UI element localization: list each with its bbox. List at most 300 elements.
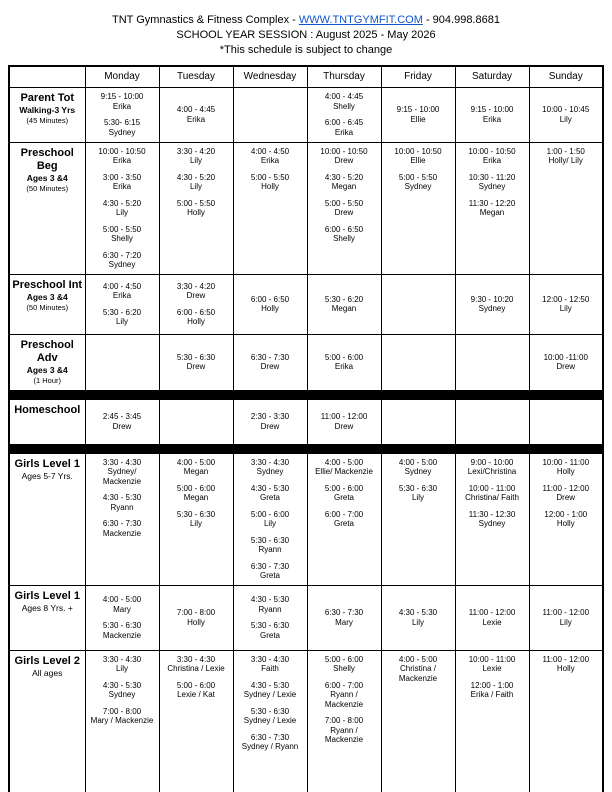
class-entry <box>89 251 156 270</box>
entry-time: 2:30 - 3:30 <box>250 412 290 421</box>
class-row <box>9 399 603 444</box>
entry-coach: Ryann <box>258 604 282 614</box>
entry-time: 4:30 - 5:20 <box>324 172 364 182</box>
row-label <box>9 142 85 274</box>
entry-coach: Drew <box>260 421 280 431</box>
class-ages: Walking-3 Yrs <box>19 104 76 115</box>
schedule-cell <box>307 87 381 142</box>
entry-time: 10:00 -11:00 <box>543 352 588 362</box>
class-duration: (50 Minutes) <box>26 302 69 312</box>
class-entry <box>385 147 452 166</box>
entry-coach: Erika <box>334 127 354 137</box>
schedule-table <box>8 65 604 792</box>
class-entry <box>385 173 452 192</box>
entry-coach: Faith <box>261 664 279 673</box>
entry-time: 10:30 - 11:20 <box>468 172 516 182</box>
row-label <box>9 650 85 792</box>
class-name: Girls Level 1 <box>14 457 80 470</box>
class-entry <box>311 353 378 372</box>
entry-coach: Lily <box>559 114 572 124</box>
class-entry <box>89 92 156 111</box>
entry-coach: Lexie <box>482 664 502 673</box>
entry-time: 10:00 - 11:00 <box>468 654 516 664</box>
class-entry <box>311 225 378 244</box>
entry-coach: Drew <box>186 291 206 300</box>
class-entry <box>459 608 526 627</box>
entry-time: 5:00 - 5:50 <box>102 224 142 234</box>
schedule-cell <box>85 585 159 650</box>
entry-time: 7:00 - 8:00 <box>176 608 216 617</box>
class-entry <box>385 655 452 684</box>
entry-coach: Holly <box>261 182 279 191</box>
entry-coach: Drew <box>334 208 354 217</box>
day-header: Thursday <box>307 66 381 87</box>
entry-time: 6:30 - 7:30 <box>250 561 290 571</box>
entry-coach: Holly/ Lily <box>548 156 583 165</box>
schedule-cell <box>307 650 381 792</box>
class-row <box>9 453 603 585</box>
entry-coach: Sydney/ Mackenzie <box>102 467 142 486</box>
schedule-cell <box>455 334 529 390</box>
entry-coach: Christina/ Faith <box>465 493 519 502</box>
entry-coach: Mary <box>113 604 131 614</box>
class-entry <box>89 655 156 674</box>
session-line: SCHOOL YEAR SESSION : August 2025 - May 2026 <box>176 29 436 41</box>
class-entry <box>385 105 452 124</box>
entry-time: 6:30 - 7:30 <box>324 608 364 617</box>
schedule-cell <box>159 87 233 142</box>
class-entry <box>237 295 304 314</box>
class-entry <box>237 621 304 640</box>
entry-coach: Lily <box>115 664 128 673</box>
schedule-cell <box>85 274 159 334</box>
class-entry <box>89 519 156 538</box>
entry-time: 4:00 - 5:00 <box>398 457 438 467</box>
class-entry <box>459 295 526 314</box>
schedule-cell <box>233 87 307 142</box>
entry-time: 5:00 - 6:00 <box>176 680 216 690</box>
entry-coach: Greta <box>259 493 280 502</box>
entry-time: 5:30- 6:15 <box>103 118 141 127</box>
entry-coach: Megan <box>331 304 357 313</box>
class-entry <box>89 147 156 166</box>
entry-coach: Greta <box>259 630 280 640</box>
schedule-cell <box>381 274 455 334</box>
day-header: Sunday <box>529 66 603 87</box>
class-entry <box>311 510 378 529</box>
entry-coach: Mary / Mackenzie <box>90 716 154 725</box>
entry-time: 12:00 - 1:00 <box>544 509 588 519</box>
entry-time: 10:00 - 10:45 <box>542 105 590 114</box>
class-ages: Ages 8 Yrs. + <box>21 602 73 613</box>
entry-coach: Ryann <box>110 502 134 512</box>
class-entry <box>237 707 304 726</box>
entry-time: 4:00 - 5:00 <box>102 595 142 604</box>
entry-time: 9:00 - 10:00 <box>470 457 514 467</box>
schedule-cell <box>381 142 455 274</box>
entry-time: 9:30 - 10:20 <box>470 294 514 304</box>
class-entry <box>311 655 378 674</box>
class-entry <box>237 484 304 503</box>
entry-coach: Ryann <box>258 545 282 554</box>
schedule-cell <box>529 142 603 274</box>
class-entry <box>163 655 230 674</box>
class-entry <box>311 608 378 627</box>
entry-time: 4:30 - 5:20 <box>176 172 216 182</box>
entry-coach: Shelly <box>333 101 355 111</box>
class-entry <box>163 308 230 327</box>
class-ages: Ages 3 &4 <box>26 291 68 302</box>
schedule-cell <box>529 650 603 792</box>
entry-time: 9:15 - 10:00 <box>396 105 440 114</box>
entry-coach: Ellie/ Mackenzie <box>315 467 373 476</box>
entry-coach: Ryann / Mackenzie <box>324 725 364 744</box>
class-entry <box>163 353 230 372</box>
entry-time: 4:30 - 5:30 <box>102 493 142 502</box>
entry-coach: Shelly <box>111 234 133 243</box>
entry-time: 5:00 - 5:50 <box>250 172 290 182</box>
class-entry <box>89 173 156 192</box>
entry-time: 5:00 - 5:50 <box>398 172 438 182</box>
class-entry <box>237 562 304 581</box>
row-label <box>9 399 85 444</box>
class-entry <box>89 282 156 301</box>
entry-time: 4:00 - 5:00 <box>398 654 438 664</box>
class-entry <box>459 510 526 529</box>
class-entry <box>89 681 156 700</box>
website-link[interactable]: WWW.TNTGYMFIT.COM <box>298 14 423 26</box>
schedule-note: *This schedule is subject to change <box>219 44 393 56</box>
class-entry <box>237 536 304 555</box>
schedule-cell <box>233 453 307 585</box>
class-row <box>9 650 603 792</box>
schedule-cell <box>233 142 307 274</box>
entry-time: 7:00 - 8:00 <box>102 706 142 716</box>
entry-time: 4:00 - 4:50 <box>102 281 142 291</box>
schedule-cell <box>455 453 529 585</box>
class-duration: (45 Minutes) <box>26 115 69 125</box>
schedule-cell <box>159 334 233 390</box>
class-entry <box>237 147 304 166</box>
class-row <box>9 142 603 274</box>
class-ages: Ages 3 &4 <box>26 172 68 183</box>
class-entry <box>459 458 526 477</box>
class-entry <box>163 147 230 166</box>
entry-coach: Lily <box>115 208 128 217</box>
entry-coach: Drew <box>334 421 354 431</box>
entry-coach: Erika <box>186 114 206 124</box>
entry-time: 1:00 - 1:50 <box>546 146 585 156</box>
entry-coach: Holly <box>261 304 279 313</box>
class-name: Parent Tot <box>20 91 75 104</box>
entry-coach: Erika <box>334 362 354 371</box>
schedule-cell <box>159 274 233 334</box>
entry-coach: Erika <box>482 156 502 165</box>
schedule-cell <box>159 650 233 792</box>
entry-coach: Sydney <box>478 182 506 191</box>
entry-coach: Ellie <box>410 156 426 165</box>
schedule-cell <box>529 334 603 390</box>
class-entry <box>237 681 304 700</box>
entry-coach: Lexie / Kat <box>177 690 215 699</box>
entry-time: 3:30 - 4:30 <box>102 654 142 664</box>
class-ages: Ages 5-7 Yrs. <box>21 470 73 481</box>
entry-time: 11:30 - 12:30 <box>468 509 516 519</box>
schedule-cell <box>381 87 455 142</box>
entry-time: 4:30 - 5:30 <box>102 680 142 690</box>
schedule-cell <box>381 453 455 585</box>
entry-coach: Sydney <box>256 467 284 476</box>
schedule-cell <box>233 334 307 390</box>
entry-time: 10:00 - 10:50 <box>320 146 368 156</box>
schedule-cell <box>455 274 529 334</box>
class-entry <box>311 295 378 314</box>
class-name: Preschool Int <box>12 278 83 291</box>
schedule-cell <box>529 453 603 585</box>
class-entry <box>311 199 378 218</box>
class-name: Preschool Adv <box>20 338 74 364</box>
entry-coach: Erika <box>112 156 132 165</box>
entry-time: 11:00 - 12:00 <box>542 608 590 617</box>
entry-coach: Shelly <box>333 234 355 243</box>
section-separator <box>9 390 603 399</box>
entry-time: 4:00 - 4:45 <box>176 105 216 114</box>
entry-time: 5:30 - 6:30 <box>250 621 290 630</box>
entry-time: 4:30 - 5:30 <box>398 608 438 617</box>
entry-time: 6:00 - 6:50 <box>250 294 290 304</box>
class-ages: Ages 3 &4 <box>26 364 68 375</box>
entry-time: 5:30 - 6:30 <box>250 706 290 716</box>
schedule-cell <box>85 399 159 444</box>
row-label <box>9 87 85 142</box>
schedule-cell <box>307 453 381 585</box>
entry-coach: Mary <box>335 617 353 627</box>
schedule-cell <box>233 399 307 444</box>
schedule-cell <box>307 585 381 650</box>
class-entry <box>89 118 156 137</box>
entry-time: 10:00 - 10:50 <box>394 146 442 156</box>
entry-time: 5:30 - 6:30 <box>176 352 216 362</box>
entry-coach: Holly <box>556 467 575 476</box>
entry-coach: Holly <box>187 317 205 326</box>
class-entry <box>311 458 378 477</box>
entry-time: 6:00 - 6:50 <box>176 307 216 317</box>
entry-time: 3:30 - 4:30 <box>102 457 142 467</box>
class-entry <box>385 484 452 503</box>
entry-coach: Ellie <box>410 114 426 124</box>
class-duration: (1 Hour) <box>33 375 61 385</box>
entry-coach: Lily <box>559 617 572 627</box>
entry-coach: Christina / Mackenzie <box>398 664 438 683</box>
schedule-cell <box>159 142 233 274</box>
entry-coach: Christina / Lexie <box>167 664 225 673</box>
entry-time: 3:30 - 4:30 <box>176 654 216 664</box>
row-label <box>9 334 85 390</box>
entry-time: 5:30 - 6:30 <box>250 535 290 545</box>
entry-coach: Sydney <box>108 260 136 269</box>
class-entry <box>311 681 378 710</box>
entry-time: 5:00 - 5:50 <box>324 198 364 208</box>
entry-coach: Holly <box>556 519 575 528</box>
class-entry <box>533 147 600 166</box>
class-row <box>9 585 603 650</box>
entry-coach: Mackenzie <box>102 528 142 538</box>
class-duration: (50 Minutes) <box>26 183 69 193</box>
class-entry <box>385 608 452 627</box>
entry-time: 5:00 - 6:00 <box>324 483 364 493</box>
entry-time: 6:30 - 7:30 <box>250 352 290 362</box>
entry-time: 11:00 - 12:00 <box>468 608 516 617</box>
schedule-cell <box>455 585 529 650</box>
entry-coach: Drew <box>556 493 576 502</box>
entry-time: 11:00 - 12:00 <box>542 654 590 664</box>
entry-coach: Drew <box>112 421 132 431</box>
entry-time: 3:30 - 4:20 <box>176 146 216 156</box>
class-entry <box>89 707 156 726</box>
entry-coach: Sydney <box>108 690 136 699</box>
day-header-row <box>9 66 603 87</box>
schedule-cell <box>529 585 603 650</box>
entry-time: 5:00 - 6:00 <box>324 352 364 362</box>
entry-time: 3:00 - 3:50 <box>102 172 142 182</box>
entry-time: 6:30 - 7:30 <box>250 732 290 742</box>
class-entry <box>163 484 230 503</box>
schedule-cell <box>85 453 159 585</box>
class-entry <box>311 484 378 503</box>
class-entry <box>311 118 378 137</box>
entry-coach: Lily <box>189 182 202 191</box>
entry-coach: Greta <box>333 493 354 502</box>
entry-coach: Lily <box>559 304 572 313</box>
schedule-body <box>9 87 603 792</box>
entry-coach: Erika <box>112 291 132 300</box>
class-entry <box>89 199 156 218</box>
class-entry <box>237 655 304 674</box>
schedule-cell <box>529 399 603 444</box>
entry-coach: Megan <box>479 208 505 217</box>
title-prefix: TNT Gymnastics & Fitness Complex - <box>112 14 296 26</box>
class-entry <box>311 173 378 192</box>
day-header: Saturday <box>455 66 529 87</box>
entry-time: 5:30 - 6:20 <box>102 307 142 317</box>
class-entry <box>311 147 378 166</box>
entry-time: 5:30 - 6:30 <box>176 509 216 519</box>
entry-time: 4:00 - 5:00 <box>176 457 216 467</box>
entry-coach: Erika <box>260 156 280 165</box>
entry-coach: Ryann / Mackenzie <box>324 690 364 709</box>
schedule-cell <box>381 650 455 792</box>
class-entry <box>163 282 230 301</box>
entry-time: 5:00 - 5:50 <box>176 198 216 208</box>
class-row <box>9 334 603 390</box>
class-row <box>9 274 603 334</box>
entry-time: 12:00 - 1:00 <box>470 680 514 690</box>
class-entry <box>89 225 156 244</box>
entry-time: 5:00 - 6:00 <box>176 483 216 493</box>
entry-coach: Lily <box>411 493 424 502</box>
class-entry <box>163 199 230 218</box>
section-separator <box>9 444 603 453</box>
class-entry <box>459 105 526 124</box>
entry-time: 2:45 - 3:45 <box>102 412 142 421</box>
entry-time: 10:00 - 10:50 <box>468 146 516 156</box>
class-entry <box>533 458 600 477</box>
row-label <box>9 274 85 334</box>
day-header: Friday <box>381 66 455 87</box>
entry-time: 4:00 - 4:50 <box>250 146 290 156</box>
entry-coach: Sydney <box>478 519 506 528</box>
entry-time: 11:30 - 12:20 <box>468 198 516 208</box>
entry-time: 11:00 - 12:00 <box>320 412 368 421</box>
class-name: Homeschool <box>14 403 81 416</box>
class-entry <box>89 458 156 487</box>
schedule-cell <box>307 399 381 444</box>
class-row <box>9 87 603 142</box>
class-entry <box>89 493 156 512</box>
entry-coach: Lily <box>263 519 276 528</box>
class-entry <box>89 595 156 614</box>
schedule-cell <box>159 453 233 585</box>
class-entry <box>237 173 304 192</box>
entry-time: 4:00 - 5:00 <box>324 457 364 467</box>
entry-time: 4:30 - 5:30 <box>250 680 290 690</box>
schedule-cell <box>85 334 159 390</box>
class-entry <box>459 173 526 192</box>
entry-coach: Holly <box>556 664 575 673</box>
schedule-cell <box>307 334 381 390</box>
class-entry <box>163 105 230 124</box>
entry-time: 4:30 - 5:20 <box>102 198 142 208</box>
doc-header <box>0 13 612 58</box>
entry-time: 3:30 - 4:30 <box>250 457 290 467</box>
entry-time: 12:00 - 12:50 <box>542 294 590 304</box>
class-entry <box>237 412 304 431</box>
class-entry <box>533 484 600 503</box>
class-entry <box>533 510 600 529</box>
entry-time: 6:30 - 7:20 <box>102 250 142 260</box>
entry-time: 11:00 - 12:00 <box>542 483 590 493</box>
entry-time: 5:00 - 6:00 <box>250 509 290 519</box>
entry-time: 9:15 - 10:00 <box>470 105 514 114</box>
entry-coach: Holly <box>187 617 205 627</box>
entry-time: 5:00 - 6:00 <box>324 654 364 664</box>
class-entry <box>237 353 304 372</box>
entry-coach: Lily <box>189 519 202 528</box>
entry-coach: Lily <box>411 617 424 627</box>
entry-coach: Erika <box>112 182 132 191</box>
class-entry <box>385 458 452 477</box>
day-header: Tuesday <box>159 66 233 87</box>
corner-cell <box>9 66 85 87</box>
entry-time: 3:30 - 4:20 <box>176 281 216 291</box>
class-ages: All ages <box>32 667 63 678</box>
class-entry <box>237 510 304 529</box>
entry-time: 10:00 - 11:00 <box>542 457 590 467</box>
entry-coach: Drew <box>186 362 206 371</box>
schedule-cell <box>381 399 455 444</box>
class-entry <box>533 608 600 627</box>
class-entry <box>89 621 156 640</box>
class-entry <box>533 353 600 372</box>
entry-time: 6:00 - 6:45 <box>324 118 364 127</box>
class-entry <box>237 733 304 752</box>
entry-coach: Megan <box>331 182 357 191</box>
row-label <box>9 585 85 650</box>
schedule-cell <box>455 399 529 444</box>
entry-time: 6:00 - 6:50 <box>324 224 364 234</box>
title-suffix: - 904.998.8681 <box>425 14 500 26</box>
schedule-cell <box>455 142 529 274</box>
